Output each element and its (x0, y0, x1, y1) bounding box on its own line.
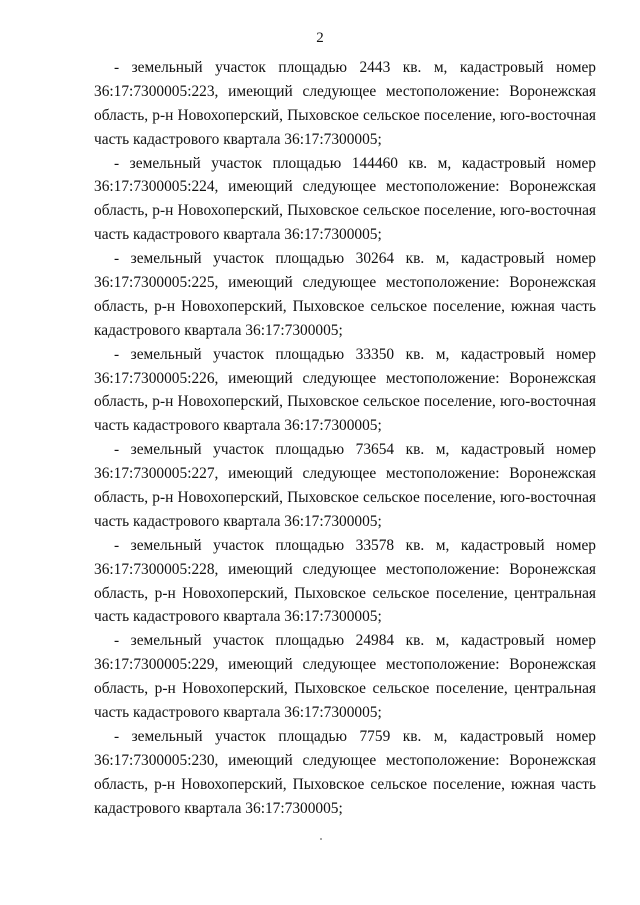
item-line: 36:17:7300005:225, имеющий следующее местоположение: Воронежская (94, 274, 596, 292)
item-line: - земельный участок площадью 73654 кв. м, кадастровый номер (114, 441, 596, 459)
list-item (94, 152, 596, 248)
page-number: 2 (316, 30, 324, 46)
item-line: область, р-н Новохоперский, Пыховское сельское поселение, юго-восточная (94, 202, 596, 220)
item-line: область, р-н Новохоперский, Пыховское сельское поселение, юго-восточная (94, 106, 596, 124)
item-line: область, р-н Новохоперский, Пыховское сельское поселение, южная часть (94, 297, 596, 315)
list-item (94, 534, 596, 630)
list-item (94, 247, 596, 343)
item-line: часть кадастрового квартала 36:17:7300005; (94, 130, 382, 148)
item-line: область, р-н Новохоперский, Пыховское сельское поселение, центральная (94, 584, 596, 602)
list-item (94, 438, 596, 534)
item-line: область, р-н Новохоперский, Пыховское сельское поселение, южная часть (94, 775, 596, 793)
item-line: кадастрового квартала 36:17:7300005; (94, 799, 343, 817)
document-body (94, 56, 596, 821)
item-line: 36:17:7300005:226, имеющий следующее местоположение: Воронежская (94, 369, 596, 387)
item-line: часть кадастрового квартала 36:17:7300005; (94, 608, 382, 626)
list-item (94, 343, 596, 439)
item-line: - земельный участок площадью 144460 кв. м, кадастровый номер (114, 154, 596, 172)
item-line: область, р-н Новохоперский, Пыховское сельское поселение, центральная (94, 680, 596, 698)
item-line: часть кадастрового квартала 36:17:7300005; (94, 226, 382, 244)
item-line: 36:17:7300005:224, имеющий следующее местоположение: Воронежская (94, 178, 596, 196)
item-line: часть кадастрового квартала 36:17:7300005; (94, 512, 382, 530)
item-line: 36:17:7300005:227, имеющий следующее местоположение: Воронежская (94, 465, 596, 483)
item-line: 36:17:7300005:223, имеющий следующее местоположение: Воронежская (94, 82, 596, 100)
item-line: - земельный участок площадью 33350 кв. м, кадастровый номер (114, 345, 596, 363)
item-line: 36:17:7300005:229, имеющий следующее местоположение: Воронежская (94, 656, 596, 674)
scan-speck (320, 838, 322, 840)
item-line: область, р-н Новохоперский, Пыховское сельское поселение, юго-восточная (94, 393, 596, 411)
item-line: часть кадастрового квартала 36:17:7300005; (94, 704, 382, 722)
item-line: - земельный участок площадью 30264 кв. м, кадастровый номер (114, 250, 596, 268)
item-line: - земельный участок площадью 2443 кв. м, кадастровый номер (114, 59, 596, 76)
item-line: - земельный участок площадью 24984 кв. м, кадастровый номер (114, 632, 596, 650)
list-item (94, 725, 596, 821)
list-item (94, 56, 596, 152)
item-line: кадастрового квартала 36:17:7300005; (94, 321, 343, 339)
list-item (94, 629, 596, 725)
item-line: 36:17:7300005:228, имеющий следующее местоположение: Воронежская (94, 560, 596, 578)
item-line: - земельный участок площадью 7759 кв. м, кадастровый номер (114, 727, 596, 745)
item-line: - земельный участок площадью 33578 кв. м, кадастровый номер (114, 536, 596, 554)
item-line: 36:17:7300005:230, имеющий следующее местоположение: Воронежская (94, 751, 596, 769)
item-line: часть кадастрового квартала 36:17:7300005; (94, 417, 382, 435)
item-line: область, р-н Новохоперский, Пыховское сельское поселение, юго-восточная (94, 489, 596, 507)
